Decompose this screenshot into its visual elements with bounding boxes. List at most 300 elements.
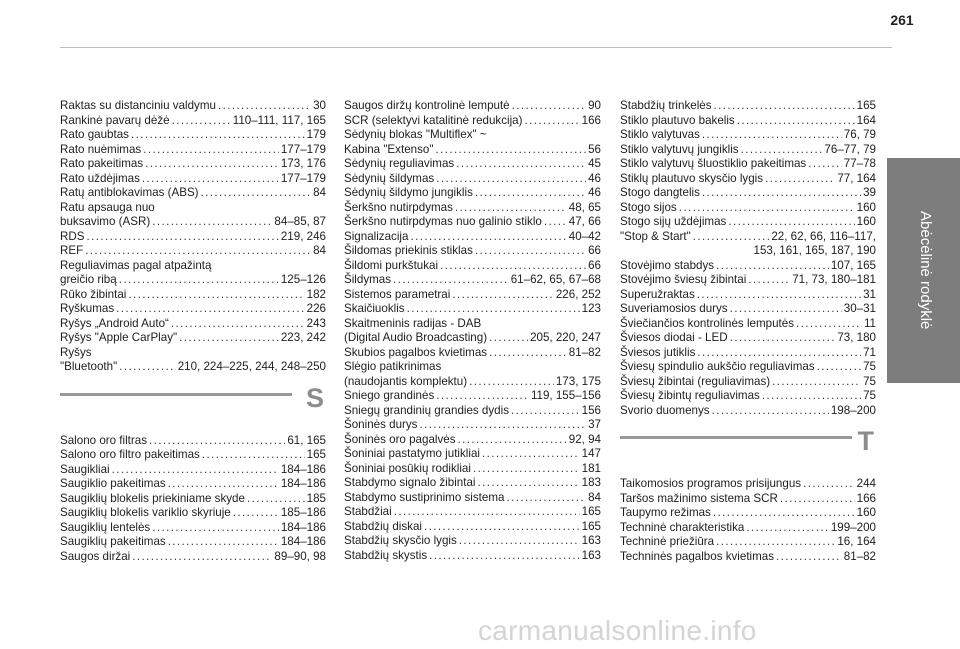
entry-row [60,244,326,259]
entry-term: Stovėjimo stabdys [620,258,715,272]
entry-pages: 47, 66 [568,215,601,228]
entry-pages: 226 [306,302,326,315]
index-entry [344,346,601,361]
dot-leader [817,360,861,375]
entry-pages: 177–179 [280,171,326,185]
index-entry [60,201,326,230]
index-entry [344,302,601,317]
index-entry [60,259,326,288]
dot-leader [233,506,279,521]
index-entry [60,346,326,375]
entry-term: Saugiklio pakeitimas [60,477,166,490]
dot-leader [679,201,855,216]
entry-term: Techninė priežiūra [620,535,715,548]
index-entry [60,492,326,507]
entry-row [620,230,876,245]
entry-term: Stabdžių trinkelės [620,99,712,112]
entry-term: Taupymo režimas [620,506,711,519]
entry-pages: 184–186 [280,477,326,490]
index-entry [620,273,876,288]
index-entry [60,244,326,259]
entry-term-line: Reguliavimas pagal atpažintą [60,258,212,272]
entry-pages: 166 [581,113,601,127]
section-rule [60,393,292,396]
entry-row [60,302,326,317]
entry-row [344,346,601,361]
index-entry [620,215,876,230]
entry-row [344,172,601,187]
dot-leader [218,99,311,114]
index-entry [344,520,601,535]
index-entry [60,128,326,143]
entry-pages: 160 [856,215,876,228]
entry-pages: 46 [588,186,601,199]
entry-term: Saugos diržai [60,549,131,563]
entry-row [620,550,876,565]
index-entry [344,317,601,346]
entry-pages: 165 [581,519,601,533]
dot-leader [152,521,279,536]
index-entry [344,172,601,187]
index-entry [344,534,601,549]
entry-row [344,186,601,201]
entry-term: Stiklo valytuvų šluostiklio pakeitimas [620,157,807,170]
entry-pages: 81–82 [568,345,601,359]
entry-row [60,492,326,507]
dot-leader [762,389,861,404]
entry-pages: 156 [581,403,601,417]
dot-leader [149,434,285,449]
entry-term: Stiklo valytuvas [620,128,700,141]
index-entry [60,230,326,245]
entry-term: Šviesų žibintai (reguliavimas) [620,374,771,388]
entry-row [344,476,601,491]
entry-pages: 84–85, 87 [274,215,326,228]
entry-row [620,404,876,419]
entry-pages: 75 [863,374,876,388]
index-entry [60,448,326,463]
entry-term: RDS [60,229,85,243]
entry-pages: 61, 165 [287,433,326,447]
dot-leader [171,317,305,332]
entry-row [620,259,876,274]
dot-leader [511,404,580,419]
entry-row [344,491,601,506]
index-entry [344,215,601,230]
dot-leader [473,462,580,477]
entry-term: Sistemos parametrai [344,287,451,301]
dot-leader [772,375,861,390]
index-entry [60,186,326,201]
entry-row [60,143,326,158]
entry-term-line: Ratu apsauga nuo [60,200,155,214]
entry-pages: 66 [588,244,601,257]
entry-term: Rato nuėmimas [60,142,142,156]
index-entry [620,288,876,303]
entry-term: Stabdymo sustiprinimo sistema [344,490,505,504]
entry-term: Saugiklių blokelis priekiniame skyde [60,491,245,505]
entry-pages: 160 [856,200,876,214]
dot-leader [748,273,790,288]
entry-pages: 226, 252 [555,287,601,301]
dot-leader [116,302,305,317]
entry-term: Rato gaubtas [60,128,129,141]
entry-pages: 73, 180 [837,331,876,344]
dot-leader [86,230,278,245]
index-entry [344,476,601,491]
dot-leader [737,114,855,129]
dot-leader [407,302,580,317]
entry-pages: 16, 164 [837,535,876,548]
entry-row [60,360,326,375]
entry-row [60,215,326,230]
entry-row [620,215,876,230]
entry-term: SCR (selektyvi katalitinė redukcija) [344,113,523,127]
entry-term: Techninė charakteristika [620,520,745,534]
dot-leader [716,259,829,274]
section-rule [620,436,852,439]
dot-leader [459,534,580,549]
dot-leader [247,492,305,507]
dot-leader [808,157,842,172]
entry-pages: 210, 224–225, 244, 248–250 [177,360,326,373]
index-entry [620,360,876,375]
entry-term: Rūko žibintai [60,287,127,301]
index-entry [60,157,326,172]
entry-pages: 179 [306,128,326,141]
entry-pages: 45 [588,157,601,170]
dot-leader [697,346,861,361]
dot-leader [697,288,861,303]
entry-row [344,534,601,549]
entry-term: Stabdžiai [344,505,392,518]
section-header [60,375,326,434]
index-entry [344,549,601,564]
entry-row [344,273,601,288]
entry-row [344,114,601,129]
dot-leader [168,535,279,550]
entry-pages: 107, 165 [830,258,876,272]
entry-row [60,463,326,478]
entry-term: Šoninės durys [344,418,418,431]
entry-row [344,433,601,448]
entry-term: Stovėjimo šviesų žibintai [620,273,747,286]
dot-leader [85,244,311,259]
entry-pages: 173, 176 [280,157,326,170]
entry-row [620,477,876,492]
entry-pages: 181 [581,461,601,475]
entry-row [344,288,601,303]
entry-row [60,331,326,346]
dot-leader [143,143,279,158]
entry-term-line: Ryšys [60,345,92,359]
entry-row [620,492,876,507]
entry-term: Saugiklių pakeitimas [60,535,166,548]
entry-row [60,317,326,332]
entry-term: "Stop & Start" [620,229,691,243]
entry-term: (naudojantis komplektu) [344,374,468,388]
entry-pages: 177–179 [280,142,326,156]
entry-row [60,99,326,114]
dot-leader [179,331,279,346]
index-entry [620,201,876,216]
entry-row [344,375,601,390]
index-entry [344,273,601,288]
section-letter: S [305,382,324,413]
entry-pages: 184–186 [280,535,326,548]
entry-pages: 185–186 [280,506,326,519]
entry-pages: 90 [588,99,601,112]
dot-leader [202,448,305,463]
index-entry [620,259,876,274]
entry-term: Šoninės oro pagalvės [344,432,456,446]
entry-row [344,244,601,259]
index-entry [620,99,876,114]
entry-row [620,317,876,332]
entry-pages: 164 [856,113,876,127]
dot-leader [112,463,279,478]
entry-row [344,99,601,114]
dot-leader [475,244,586,259]
index-entry [344,505,601,520]
dot-leader [440,259,586,274]
dot-leader [776,550,842,565]
index-entry [620,389,876,404]
dot-leader [436,389,529,404]
dot-leader [489,346,567,361]
entry-row [60,506,326,521]
entry-pages: 165 [306,448,326,461]
entry-row [620,506,876,521]
entry-pages: 48, 65 [568,200,601,214]
entry-term: Rato pakeitimas [60,157,144,170]
entry-term: Kabina "Extenso" [344,142,434,156]
entry-pages: 92, 94 [568,432,601,446]
dot-leader [713,506,855,521]
entry-row [620,360,876,375]
entry-term: Ryškumas [60,302,115,315]
index-entry [344,447,601,462]
entry-pages: 30 [313,99,326,112]
index-entry [344,389,601,404]
entry-row [620,186,876,201]
dot-leader [728,215,854,230]
entry-pages: 119, 155–156 [530,389,601,402]
dot-leader [712,404,829,419]
entry-row [344,447,601,462]
index-entry [60,302,326,317]
index-entry [620,230,876,259]
entry-term: Šoniniai posūkių rodikliai [344,461,471,475]
index-entry [60,331,326,346]
entry-row [60,550,326,565]
entry-term: Stabdžių diskai [344,519,422,533]
index-entry [344,186,601,201]
entry-pages: 30–31 [843,302,876,315]
entry-pages: 84 [313,186,326,199]
index-entry [620,550,876,565]
entry-row [344,505,601,520]
entry-pages: 71 [863,345,876,359]
index-entry [60,477,326,492]
entry-term: Šviečiančios kontrolinės lemputės [620,316,794,330]
entry-term: Raktas su distanciniu valdymu [60,99,216,112]
entry-row [60,521,326,536]
index-entry [620,186,876,201]
entry-term: Saugiklių lentelės [60,520,151,534]
dot-leader [172,114,231,129]
entry-term: Skaičiuoklis [344,302,405,315]
entry-term: Šildymas [344,273,392,286]
entry-row [620,114,876,129]
dot-leader [803,477,855,492]
dot-leader [424,520,580,535]
entry-row [620,389,876,404]
entry-term: Šerkšno nutirpdymas [344,200,453,214]
dot-leader [142,172,279,187]
entry-row [620,346,876,361]
entry-pages: 147 [581,447,601,460]
entry-row [620,535,876,550]
dot-leader [119,273,279,288]
section-header [620,418,876,477]
index-entry [620,477,876,492]
entry-row [60,535,326,550]
entry-term: Suveriamosios durys [620,302,728,315]
entry-row [344,520,601,535]
page-number: 261 [890,12,914,28]
index-entry [620,143,876,158]
entry-row [620,201,876,216]
entry-pages: 31 [863,287,876,301]
entry-term: Šerkšno nutirpdymas nuo galinio stiklo [344,215,542,228]
entry-pages: 66 [588,258,601,272]
index-entry [620,317,876,332]
index-entry [60,521,326,536]
entry-term: Šildomas priekinis stiklas [344,244,473,257]
dot-leader [132,550,272,565]
entry-term: Rato uždėjimas [60,171,140,185]
entry-row [620,331,876,346]
entry-term-line: Slėgio patikrinimas [344,360,442,373]
entry-pages: 84 [588,490,601,504]
entry-pages: 46 [588,171,601,185]
index-entry [60,535,326,550]
dot-leader [741,143,823,158]
dot-leader [730,331,836,346]
entry-pages: 75 [863,360,876,373]
index-entry [620,375,876,390]
index-column-2 [344,99,601,563]
entry-term: Šildomi purkštukai [344,258,439,272]
dot-leader [393,273,509,288]
index-entry [60,317,326,332]
index-entry [344,491,601,506]
entry-pages: 219, 246 [280,229,326,243]
entry-pages: 184–186 [280,462,326,476]
entry-row [620,273,876,288]
entry-term: Rankinė pavarų dėžė [60,113,170,127]
index-entry [344,404,601,419]
entry-pages: 165 [856,99,876,112]
entry-pages: 160 [856,506,876,519]
dot-leader [506,491,586,506]
entry-pages: 22, 62, 66, 116–117, [771,229,876,243]
entry-term: Stogo dangtelis [620,186,700,199]
entry-pages: 77–78 [843,157,876,170]
entry-term: Taršos mažinimo sistema SCR [620,491,778,505]
index-entry [620,521,876,536]
entry-term: Saugos diržų kontrolinė lemputė [344,99,510,112]
index-entry [344,360,601,389]
entry-term: Saugikliai [60,462,110,476]
entry-pages: 198–200 [830,403,876,417]
entry-pages: 40–42 [568,229,601,243]
entry-term: Stabdžių skysčio lygis [344,534,457,547]
entry-term: Šoniniai pastatymo jutikliai [344,447,480,460]
index-entry [344,201,601,216]
index-entry [344,128,601,157]
dot-leader [152,215,272,230]
index-entry [620,331,876,346]
dot-leader [524,114,579,129]
index-entry [620,492,876,507]
dot-leader [693,230,770,245]
entry-pages: 76–77, 79 [824,142,876,156]
index-entry [620,302,876,317]
entry-row [60,273,326,288]
entry-pages: 39 [863,186,876,199]
entry-pages: 110–111, 117, 165 [232,113,326,127]
entry-row [60,186,326,201]
entry-row [344,549,601,564]
entry-row [620,143,876,158]
entry-row [60,128,326,143]
index-entry [344,418,601,433]
header-rule [60,47,892,48]
entry-pages: 244 [856,477,876,490]
dot-leader [394,505,580,520]
index-column-3 [620,99,876,564]
entry-pages: 165 [581,505,601,518]
entry-pages: 11 [863,316,876,330]
index-column-1 [60,99,326,564]
index-entry [60,288,326,303]
entry-term: Svorio duomenys [620,403,710,417]
index-entry [60,506,326,521]
entry-term: greičio ribą [60,273,117,286]
dot-leader [765,172,835,187]
entry-pages: 163 [581,548,601,562]
entry-term: Sėdynių šildymo jungiklis [344,186,473,199]
dot-leader [469,375,554,390]
index-entry [60,172,326,187]
entry-term: Stiklų plautuvo skysčio lygis [620,171,764,185]
entry-term: Salono oro filtro pakeitimas [60,448,200,461]
index-entry [620,128,876,143]
entry-pages: 182 [306,287,326,301]
dot-leader [746,521,828,536]
entry-term: Sėdynių reguliavimas [344,157,455,170]
entry-pages: 223, 242 [280,331,326,344]
entry-row [344,418,601,433]
entry-term: Taikomosios programos prisijungus [620,477,802,490]
entry-pages: 61–62, 65, 67–68 [510,273,601,286]
dot-leader [714,99,855,114]
index-entry [344,259,601,274]
entry-row [620,375,876,390]
entry-pages: 89–90, 98 [274,549,326,563]
